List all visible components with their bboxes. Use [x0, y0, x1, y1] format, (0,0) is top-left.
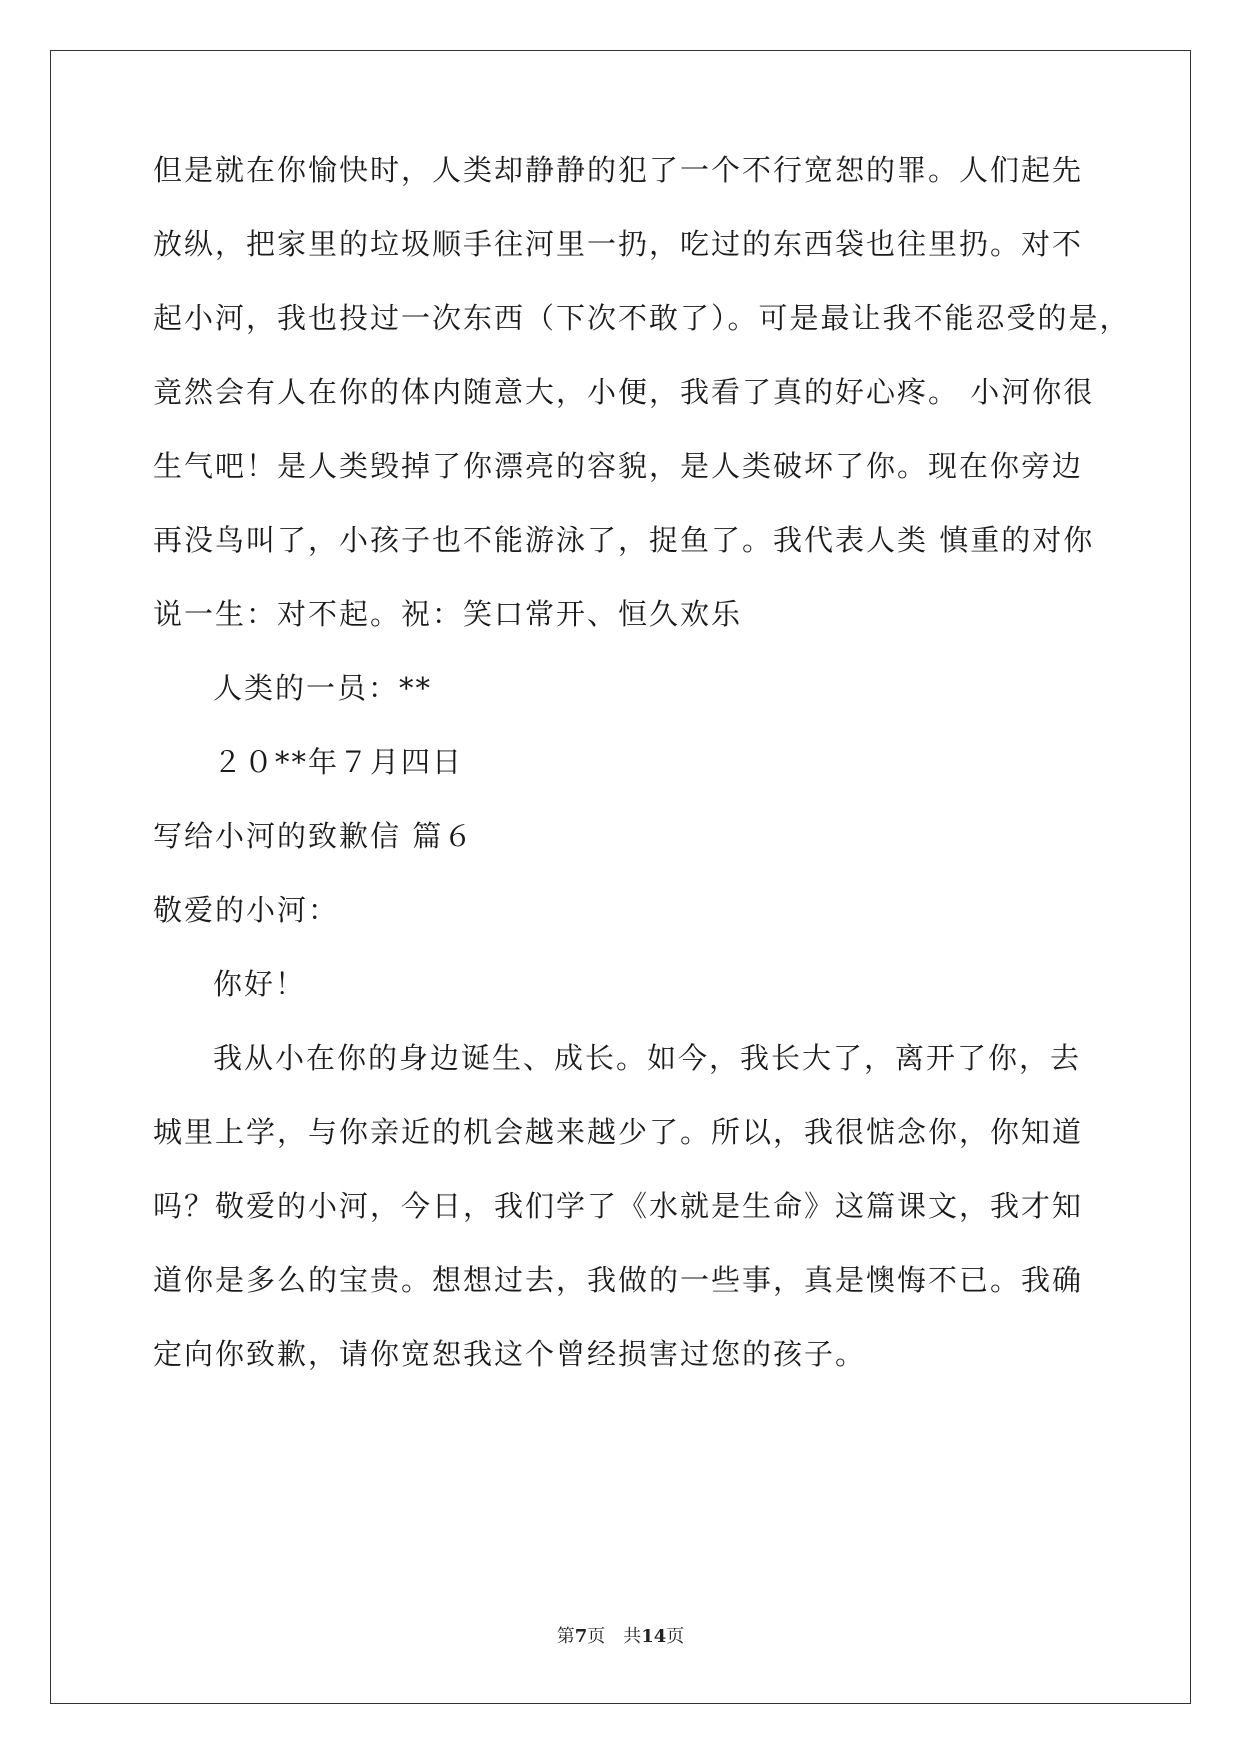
footer-prefix: 第 — [556, 1626, 575, 1647]
text-line: 放纵，把家里的垃圾顺手往河里一扔，吃过的东西袋也往里扔。对不 — [153, 227, 1084, 261]
text-line: 我从小在你的身边诞生、成长。如今，我长大了，离开了你，去 — [213, 1041, 1082, 1075]
page-footer — [0, 1625, 1241, 1649]
signature-line: 人类的一员：** — [213, 671, 433, 705]
footer-suffix: 页 — [666, 1626, 685, 1647]
salutation: 敬爱的小河： — [153, 893, 340, 927]
date-line: ２０**年７月四日 — [213, 745, 464, 779]
text-line: 竟然会有人在你的体内随意大，小便，我看了真的好心疼。 小河你很 — [153, 375, 1095, 409]
footer-total-pages: 14 — [641, 1626, 667, 1647]
footer-mid: 页 共 — [587, 1626, 642, 1647]
text-line: 但是就在你愉快时，人类却静静的犯了一个不行宽恕的罪。人们起先 — [153, 153, 1084, 187]
text-line: 城里上学，与你亲近的机会越来越少了。所以，我很惦念你，你知道 — [153, 1115, 1084, 1149]
text-line: 生气吧！是人类毁掉了你漂亮的容貌，是人类破坏了你。现在你旁边 — [153, 449, 1084, 483]
text-line: 定向你致歉，请你宽恕我这个曾经损害过您的孩子。 — [153, 1337, 867, 1371]
text-line: 起小河，我也投过一次东西（下次不敢了）。可是最让我不能忍受的是， — [153, 301, 1131, 335]
text-line: 道你是多么的宝贵。想想过去，我做的一些事，真是懊悔不已。我确 — [153, 1263, 1084, 1297]
greeting: 你好！ — [213, 967, 307, 1001]
text-line: 再没鸟叫了，小孩子也不能游泳了，捉鱼了。我代表人类 慎重的对你 — [153, 523, 1095, 557]
section-heading: 写给小河的致歉信 篇６ — [153, 819, 475, 853]
footer-page-number: 7 — [574, 1626, 588, 1647]
text-line: 吗？敬爱的小河，今日，我们学了《水就是生命》这篇课文，我才知 — [153, 1189, 1084, 1223]
text-line: 说一生：对不起。祝：笑口常开、恒久欢乐 — [153, 597, 743, 631]
